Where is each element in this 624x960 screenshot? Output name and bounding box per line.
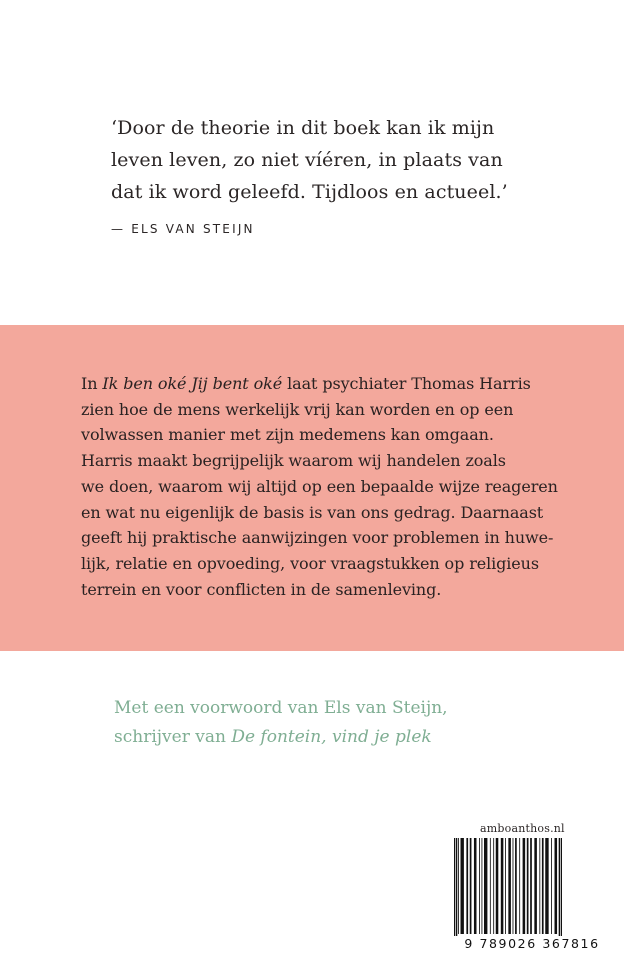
barcode-bar	[513, 838, 514, 934]
blurb-prefix: In	[81, 374, 103, 393]
barcode-bar	[493, 838, 494, 934]
blurb-line: en wat nu eigenlijk de basis is van ons gedrag. Daarnaast	[81, 502, 544, 522]
book-title: Ik ben oké Jij bent oké	[102, 374, 283, 393]
barcode-bar	[496, 838, 499, 934]
foreword-line: Met een voorwoord van Els van Steijn,	[114, 698, 448, 718]
foreword-book-title: De fontein, vind je plek	[231, 727, 432, 747]
barcode-bar	[484, 838, 487, 934]
barcode-bar	[461, 838, 464, 934]
barcode-bar	[505, 838, 506, 934]
barcode-bar	[479, 838, 480, 934]
barcode-bar	[519, 838, 520, 934]
blurb-line: geeft hij praktische aanwijzingen voor problemen in huwe-	[81, 528, 554, 548]
blurb-line: Harris maakt begrijpelijk waarom wij handelen zoals	[81, 451, 506, 471]
quote-line: ‘Door de theorie in dit boek kan ik mijn	[111, 117, 495, 139]
barcode-bar	[470, 838, 472, 934]
barcode-bar	[482, 838, 483, 934]
foreword-prefix: schrijver van	[114, 727, 232, 747]
barcode-guard-bar	[559, 838, 560, 936]
blurb-line: zien hoe de mens werkelijk vrij kan worden en op een	[81, 399, 514, 419]
isbn-number: 9 789026 367816	[464, 936, 600, 951]
barcode-bar	[490, 838, 491, 934]
blurb-line	[81, 371, 621, 397]
barcode-bar	[542, 838, 544, 934]
foreword-note	[114, 694, 614, 752]
book-blurb	[81, 371, 621, 602]
barcode-bar	[523, 838, 526, 934]
barcode-bar	[530, 838, 532, 934]
barcode-bar	[539, 838, 540, 934]
barcode-bars	[444, 836, 620, 936]
isbn-barcode	[444, 836, 620, 954]
barcode-guard-bar	[561, 838, 562, 936]
barcode-bar	[555, 838, 558, 934]
quote-line: dat ik word geleefd. Tijdloos en actueel.’	[111, 181, 508, 203]
quote-attribution: — ELS VAN STEIJN	[111, 222, 255, 236]
publisher-website: amboanthos.nl	[480, 822, 565, 835]
blurb-line: we doen, waarom wij altijd op een bepaalde wijze reageren	[81, 476, 558, 496]
barcode-bar	[515, 838, 517, 934]
barcode-bar	[501, 838, 504, 934]
barcode-bar	[458, 838, 459, 934]
back-cover-quote	[111, 112, 611, 236]
quote-line: leven leven, zo niet víéren, in plaats van	[111, 149, 503, 171]
barcode-bar	[551, 838, 552, 934]
barcode-bar	[474, 838, 477, 934]
blurb-line: lijk, relatie en opvoeding, voor vraagstukken op religieus	[81, 553, 539, 573]
barcode-guard-bar	[454, 838, 455, 936]
barcode-bar	[466, 838, 468, 934]
blurb-suffix: laat psychiater Thomas Harris	[282, 374, 531, 393]
blurb-line: terrein en voor conflicten in de samenleving.	[81, 579, 442, 599]
barcode-guard-bar	[456, 838, 457, 936]
barcode-bar	[527, 838, 529, 934]
foreword-line	[114, 723, 614, 752]
barcode-bar	[508, 838, 511, 934]
blurb-line: volwassen manier met zijn medemens kan omgaan.	[81, 425, 494, 445]
barcode-bar	[545, 838, 548, 934]
barcode-bar	[534, 838, 537, 934]
